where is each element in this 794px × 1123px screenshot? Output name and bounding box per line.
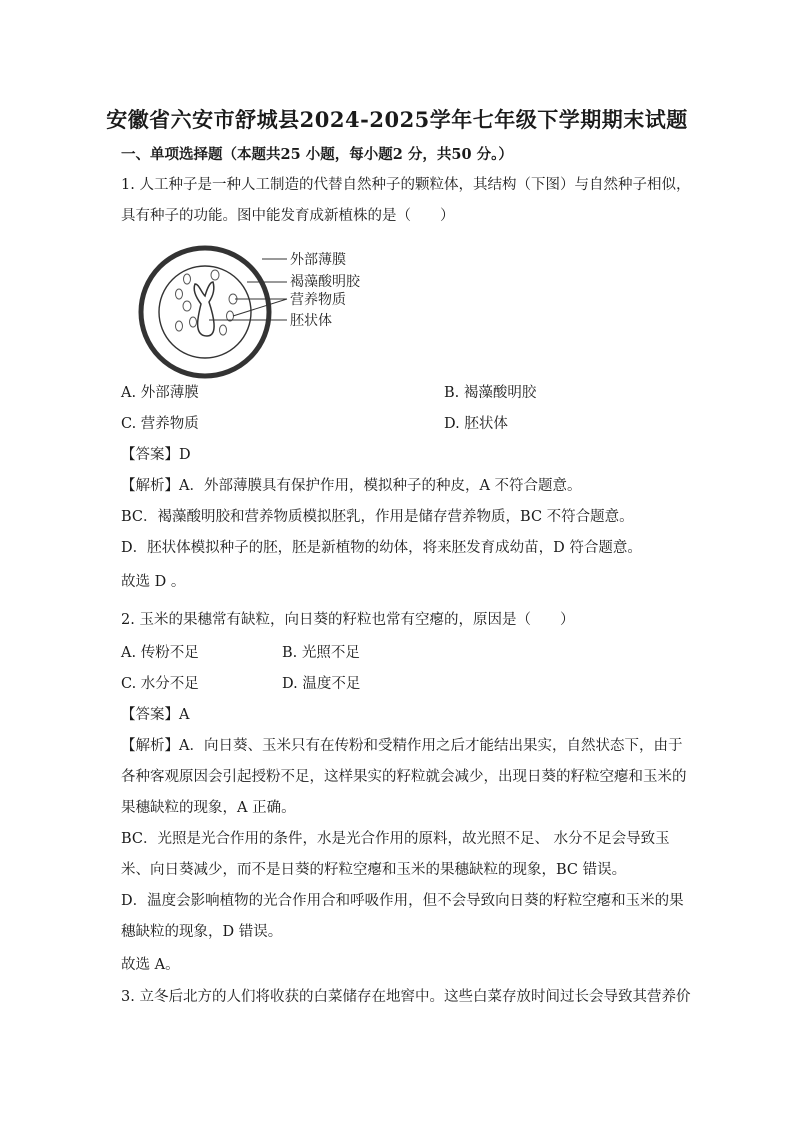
q1-stem-line-1: 1. 人工种子是一种人工制造的代替自然种子的颗粒体，其结构（下图）与自然种子相似， bbox=[121, 177, 691, 193]
q2-analysis-line-4: BC．光照是光合作用的条件，水是光合作用的原料，故光照不足、 水分不足会导致玉 bbox=[121, 831, 670, 847]
page-title: 安徽省六安市舒城县2024-2025学年七年级下学期期末试题 bbox=[106, 107, 688, 132]
q2-analysis-line-6: D．温度会影响植物的光合作用合和呼吸作用，但不会导致向日葵的籽粒空瘪和玉米的果 bbox=[121, 893, 684, 909]
artificial-seed-diagram bbox=[135, 244, 385, 379]
q1-analysis-line-3: D．胚状体模拟种子的胚，胚是新植物的幼体，将来胚发育成幼苗，D 符合题意。 bbox=[121, 540, 642, 556]
label-nutrients: 营养物质 bbox=[290, 292, 346, 308]
q1-option-c: C. 营养物质 bbox=[121, 416, 199, 432]
q1-option-b: B. 褐藻酸明胶 bbox=[444, 385, 537, 401]
q2-option-a: A. 传粉不足 bbox=[121, 645, 199, 661]
q2-analysis-line-7: 穗缺粒的现象，D 错误。 bbox=[121, 924, 283, 940]
section-heading: 一、单项选择题（本题共25 小题，每小题2 分，共50 分。） bbox=[121, 146, 513, 163]
q2-answer: 【答案】A bbox=[121, 707, 190, 723]
label-alginate-gel: 褐藻酸明胶 bbox=[290, 274, 360, 290]
gel-boundary-ring bbox=[159, 266, 251, 358]
q1-conclusion: 故选 D 。 bbox=[121, 574, 186, 590]
q1-stem-line-2: 具有种子的功能。图中能发育成新植株的是（ ） bbox=[121, 208, 455, 224]
q2-stem: 2. 玉米的果穗常有缺粒，向日葵的籽粒也常有空瘪的，原因是（ ） bbox=[121, 612, 575, 628]
label-embryoid: 胚状体 bbox=[290, 313, 332, 329]
outer-membrane-ring bbox=[141, 248, 269, 376]
q2-analysis-line-5: 米、向日葵减少，而不是日葵的籽粒空瘪和玉米的果穗缺粒的现象，BC 错误。 bbox=[121, 862, 627, 878]
q2-analysis-line-3: 果穗缺粒的现象，A 正确。 bbox=[121, 800, 296, 816]
q2-conclusion: 故选 A。 bbox=[121, 957, 180, 973]
embryoid-shape bbox=[194, 282, 214, 336]
q2-analysis-line-2: 各种客观原因会引起授粉不足，这样果实的籽粒就会减少，出现日葵的籽粒空瘪和玉米的 bbox=[121, 769, 687, 785]
q2-option-c: C. 水分不足 bbox=[121, 676, 199, 692]
q2-analysis-line-1: 【解析】A．向日葵、玉米只有在传粉和受精作用之后才能结出果实，自然状态下，由于 bbox=[121, 738, 683, 754]
q1-analysis-line-2: BC．褐藻酸明胶和营养物质模拟胚乳，作用是储存营养物质，BC 不符合题意。 bbox=[121, 509, 634, 525]
q1-analysis-line-1: 【解析】A．外部薄膜具有保护作用，模拟种子的种皮，A 不符合题意。 bbox=[121, 478, 582, 494]
q2-option-b: B. 光照不足 bbox=[282, 645, 360, 661]
q2-option-d: D. 温度不足 bbox=[282, 676, 361, 692]
q1-answer: 【答案】D bbox=[121, 447, 191, 463]
q1-option-d: D. 胚状体 bbox=[444, 416, 508, 432]
label-outer-membrane: 外部薄膜 bbox=[290, 252, 346, 268]
q1-option-a: A. 外部薄膜 bbox=[121, 385, 199, 401]
q3-stem: 3. 立冬后北方的人们将收获的白菜储存在地窖中。这些白菜存放时间过长会导致其营养价 bbox=[121, 989, 691, 1005]
